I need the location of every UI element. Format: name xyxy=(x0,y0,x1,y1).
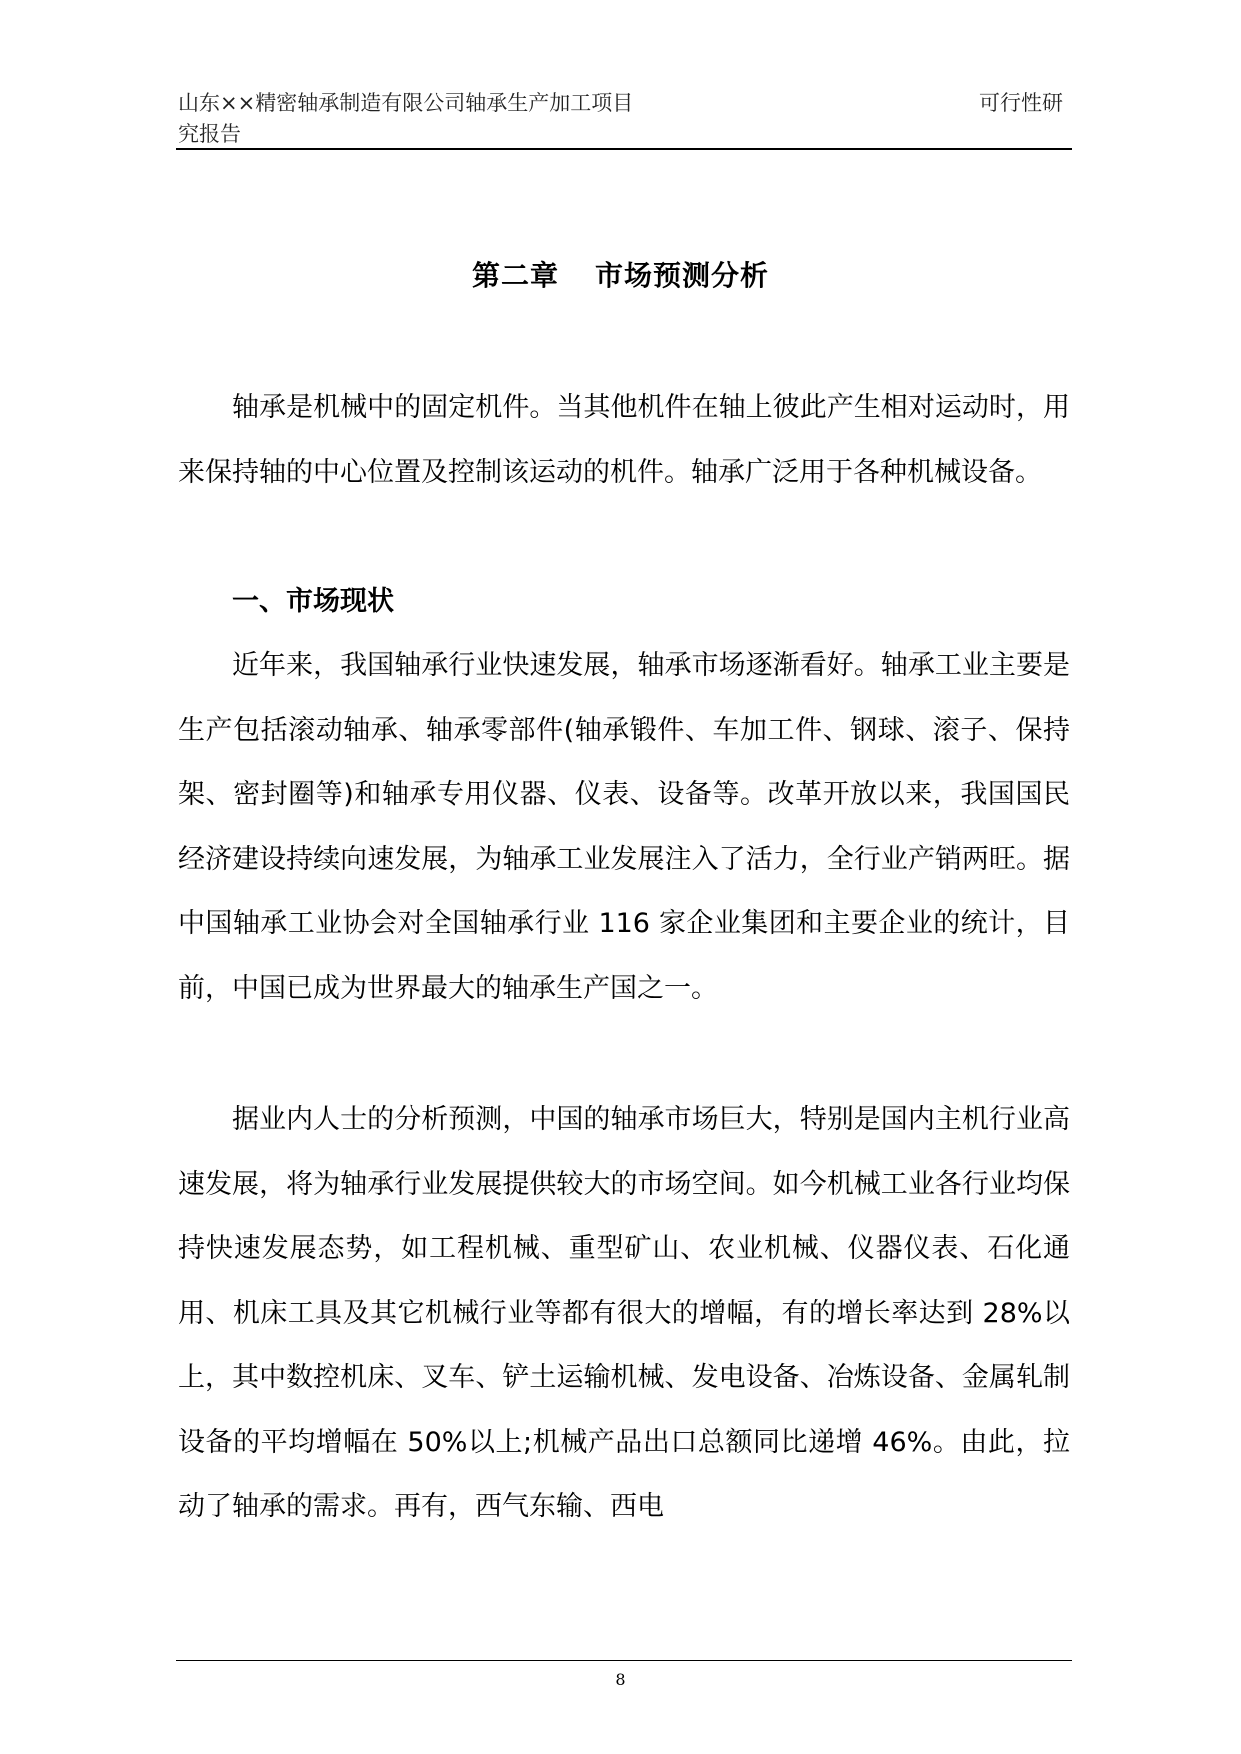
header-title-line2: 究报告 xyxy=(178,122,241,146)
page-header xyxy=(178,88,1071,150)
header-document-title xyxy=(178,88,898,150)
intro-paragraph: 轴承是机械中的固定机件。当其他机件在轴上彼此产生相对运动时，用来保持轴的中心位置及控制该运动的机件。轴承广泛用于各种机械设备。 xyxy=(178,392,1070,488)
header-divider xyxy=(176,148,1072,150)
footer-divider xyxy=(176,1660,1072,1661)
chapter-title xyxy=(0,256,1241,296)
header-right-text: 可行性研 xyxy=(979,91,1063,115)
page-number: 8 xyxy=(615,1670,626,1689)
forecast-paragraph: 据业内人士的分析预测，中国的轴承市场巨大，特别是国内主机行业高速发展，将为轴承行业发展提供较大的市场空间。如今机械工业各行业均保持快速发展态势，如工程机械、重型矿山、农业机械、仪器仪表、石化通用、机床工具及其它机械行业等都有很大的增幅，有的增长率达到 28%以上，其中数控机床、叉车、铲土运输机械、发电设备、冶炼设备、金属轧制设备的平均增幅在 50%以上;机械产品出口总额同比递增 46%。由此，拉动了轴承的需求。再有，西气东输、西电 xyxy=(178,1104,1070,1522)
header-title-line1: 山东××精密轴承制造有限公司轴承生产加工项目 xyxy=(178,91,634,115)
section-heading: 一、市场现状 xyxy=(232,586,394,617)
chapter-number: 第二章 xyxy=(471,259,559,292)
chapter-name: 市场预测分析 xyxy=(595,259,770,292)
market-status-paragraph: 近年来，我国轴承行业快速发展，轴承市场逐渐看好。轴承工业主要是生产包括滚动轴承、轴承零部件(轴承锻件、车加工件、钢球、滚子、保持架、密封圈等)和轴承专用仪器、仪表、设备等。改革开放以来，我国国民经济建设持续向速发展，为轴承工业发展注入了活力，全行业产销两旺。据中国轴承工业协会对全国轴承行业 116 家企业集团和主要企业的统计，目前，中国已成为世界最大的轴承生产国之一。 xyxy=(178,650,1070,1004)
